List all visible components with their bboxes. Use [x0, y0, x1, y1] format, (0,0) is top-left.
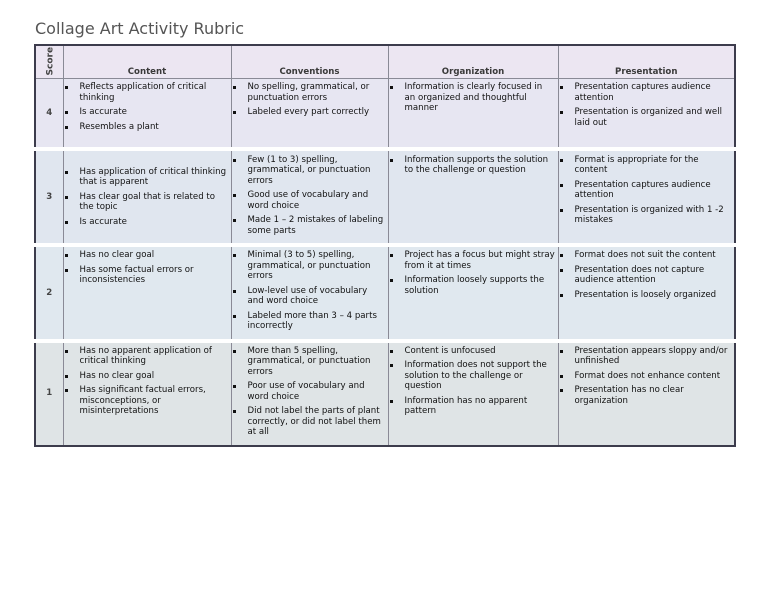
header-score [35, 45, 63, 79]
organization-cell [388, 341, 558, 446]
criteria-list [64, 82, 229, 132]
criterion-item: Good use of vocabulary and word choice [232, 190, 386, 211]
criterion-item: Presentation is organized and well laid out [559, 107, 733, 128]
criterion-item: Resembles a plant [64, 122, 229, 133]
criterion-item: Few (1 to 3) spelling, grammatical, or punctuation errors [232, 155, 386, 187]
criterion-item: Information does not support the solution to the challenge or question [389, 360, 556, 392]
criterion-item: Is accurate [64, 217, 229, 228]
content-cell [63, 245, 231, 341]
criterion-item: Presentation has no clear organization [559, 385, 733, 406]
rubric-row-2 [35, 245, 735, 341]
criterion-item: Information loosely supports the solution [389, 275, 556, 296]
page-title: Collage Art Activity Rubric [35, 19, 245, 38]
criterion-item: Has some factual errors or inconsistencies [64, 265, 229, 286]
criteria-list [559, 250, 733, 300]
rubric-row-3 [35, 149, 735, 246]
criterion-item: Information supports the solution to the challenge or question [389, 155, 556, 176]
organization-cell [388, 245, 558, 341]
criterion-item: Labeled every part correctly [232, 107, 386, 118]
criteria-list [389, 250, 556, 296]
criterion-item: Format does not enhance content [559, 371, 733, 382]
criteria-list [232, 82, 386, 118]
criteria-list [64, 250, 229, 286]
presentation-cell [558, 245, 735, 341]
criterion-item: Format does not suit the content [559, 250, 733, 261]
organization-cell [388, 79, 558, 149]
rubric-row-1 [35, 341, 735, 446]
score-header-label: Score [45, 46, 56, 75]
score-value: 1 [35, 341, 63, 446]
criteria-list [559, 82, 733, 128]
criterion-item: More than 5 spelling, grammatical, or punctuation errors [232, 346, 386, 378]
header-content: Content [63, 45, 231, 79]
criteria-list [232, 155, 386, 237]
criterion-item: Did not label the parts of plant correctly, or did not label them at all [232, 406, 386, 438]
criteria-list [559, 346, 733, 407]
criterion-item: Information is clearly focused in an organized and thoughtful manner [389, 82, 556, 114]
criterion-item: Information has no apparent pattern [389, 396, 556, 417]
organization-cell [388, 149, 558, 246]
score-value: 3 [35, 149, 63, 246]
criterion-item: No spelling, grammatical, or punctuation errors [232, 82, 386, 103]
criteria-list [389, 82, 556, 114]
criterion-item: Has no clear goal [64, 250, 229, 261]
criterion-item: Presentation is loosely organized [559, 290, 733, 301]
header-organization: Organization [388, 45, 558, 79]
score-value: 2 [35, 245, 63, 341]
criterion-item: Has application of critical thinking that is apparent [64, 167, 229, 188]
criterion-item: Presentation does not capture audience attention [559, 265, 733, 286]
criterion-item: Project has a focus but might stray from it at times [389, 250, 556, 271]
criterion-item: Made 1 – 2 mistakes of labeling some parts [232, 215, 386, 236]
conventions-cell [231, 79, 388, 149]
conventions-cell [231, 341, 388, 446]
criteria-list [389, 155, 556, 176]
criterion-item: Reflects application of critical thinking [64, 82, 229, 103]
conventions-cell [231, 149, 388, 246]
conventions-cell [231, 245, 388, 341]
criteria-list [389, 346, 556, 417]
presentation-cell [558, 149, 735, 246]
criterion-item: Presentation captures audience attention [559, 82, 733, 103]
criterion-item: Has no clear goal [64, 371, 229, 382]
rubric-row-4 [35, 79, 735, 149]
content-cell [63, 341, 231, 446]
presentation-cell [558, 341, 735, 446]
criterion-item: Low-level use of vocabulary and word choice [232, 286, 386, 307]
criterion-item: Has significant factual errors, misconceptions, or misinterpretations [64, 385, 229, 417]
rubric-table [34, 44, 736, 447]
header-presentation: Presentation [558, 45, 735, 79]
criteria-list [232, 250, 386, 332]
criteria-list [559, 155, 733, 226]
criterion-item: Content is unfocused [389, 346, 556, 357]
criterion-item: Is accurate [64, 107, 229, 118]
criterion-item: Presentation is organized with 1 -2 mistakes [559, 205, 733, 226]
criterion-item: Labeled more than 3 – 4 parts incorrectly [232, 311, 386, 332]
content-cell [63, 79, 231, 149]
header-row [35, 45, 735, 79]
content-cell [63, 149, 231, 246]
criterion-item: Presentation captures audience attention [559, 180, 733, 201]
criteria-list [64, 167, 229, 228]
criterion-item: Minimal (3 to 5) spelling, grammatical, or punctuation errors [232, 250, 386, 282]
criterion-item: Format is appropriate for the content [559, 155, 733, 176]
presentation-cell [558, 79, 735, 149]
criterion-item: Presentation appears sloppy and/or unfinished [559, 346, 733, 367]
criterion-item: Has clear goal that is related to the topic [64, 192, 229, 213]
header-conventions: Conventions [231, 45, 388, 79]
criteria-list [64, 346, 229, 417]
score-value: 4 [35, 79, 63, 149]
criterion-item: Poor use of vocabulary and word choice [232, 381, 386, 402]
criteria-list [232, 346, 386, 438]
criterion-item: Has no apparent application of critical thinking [64, 346, 229, 367]
